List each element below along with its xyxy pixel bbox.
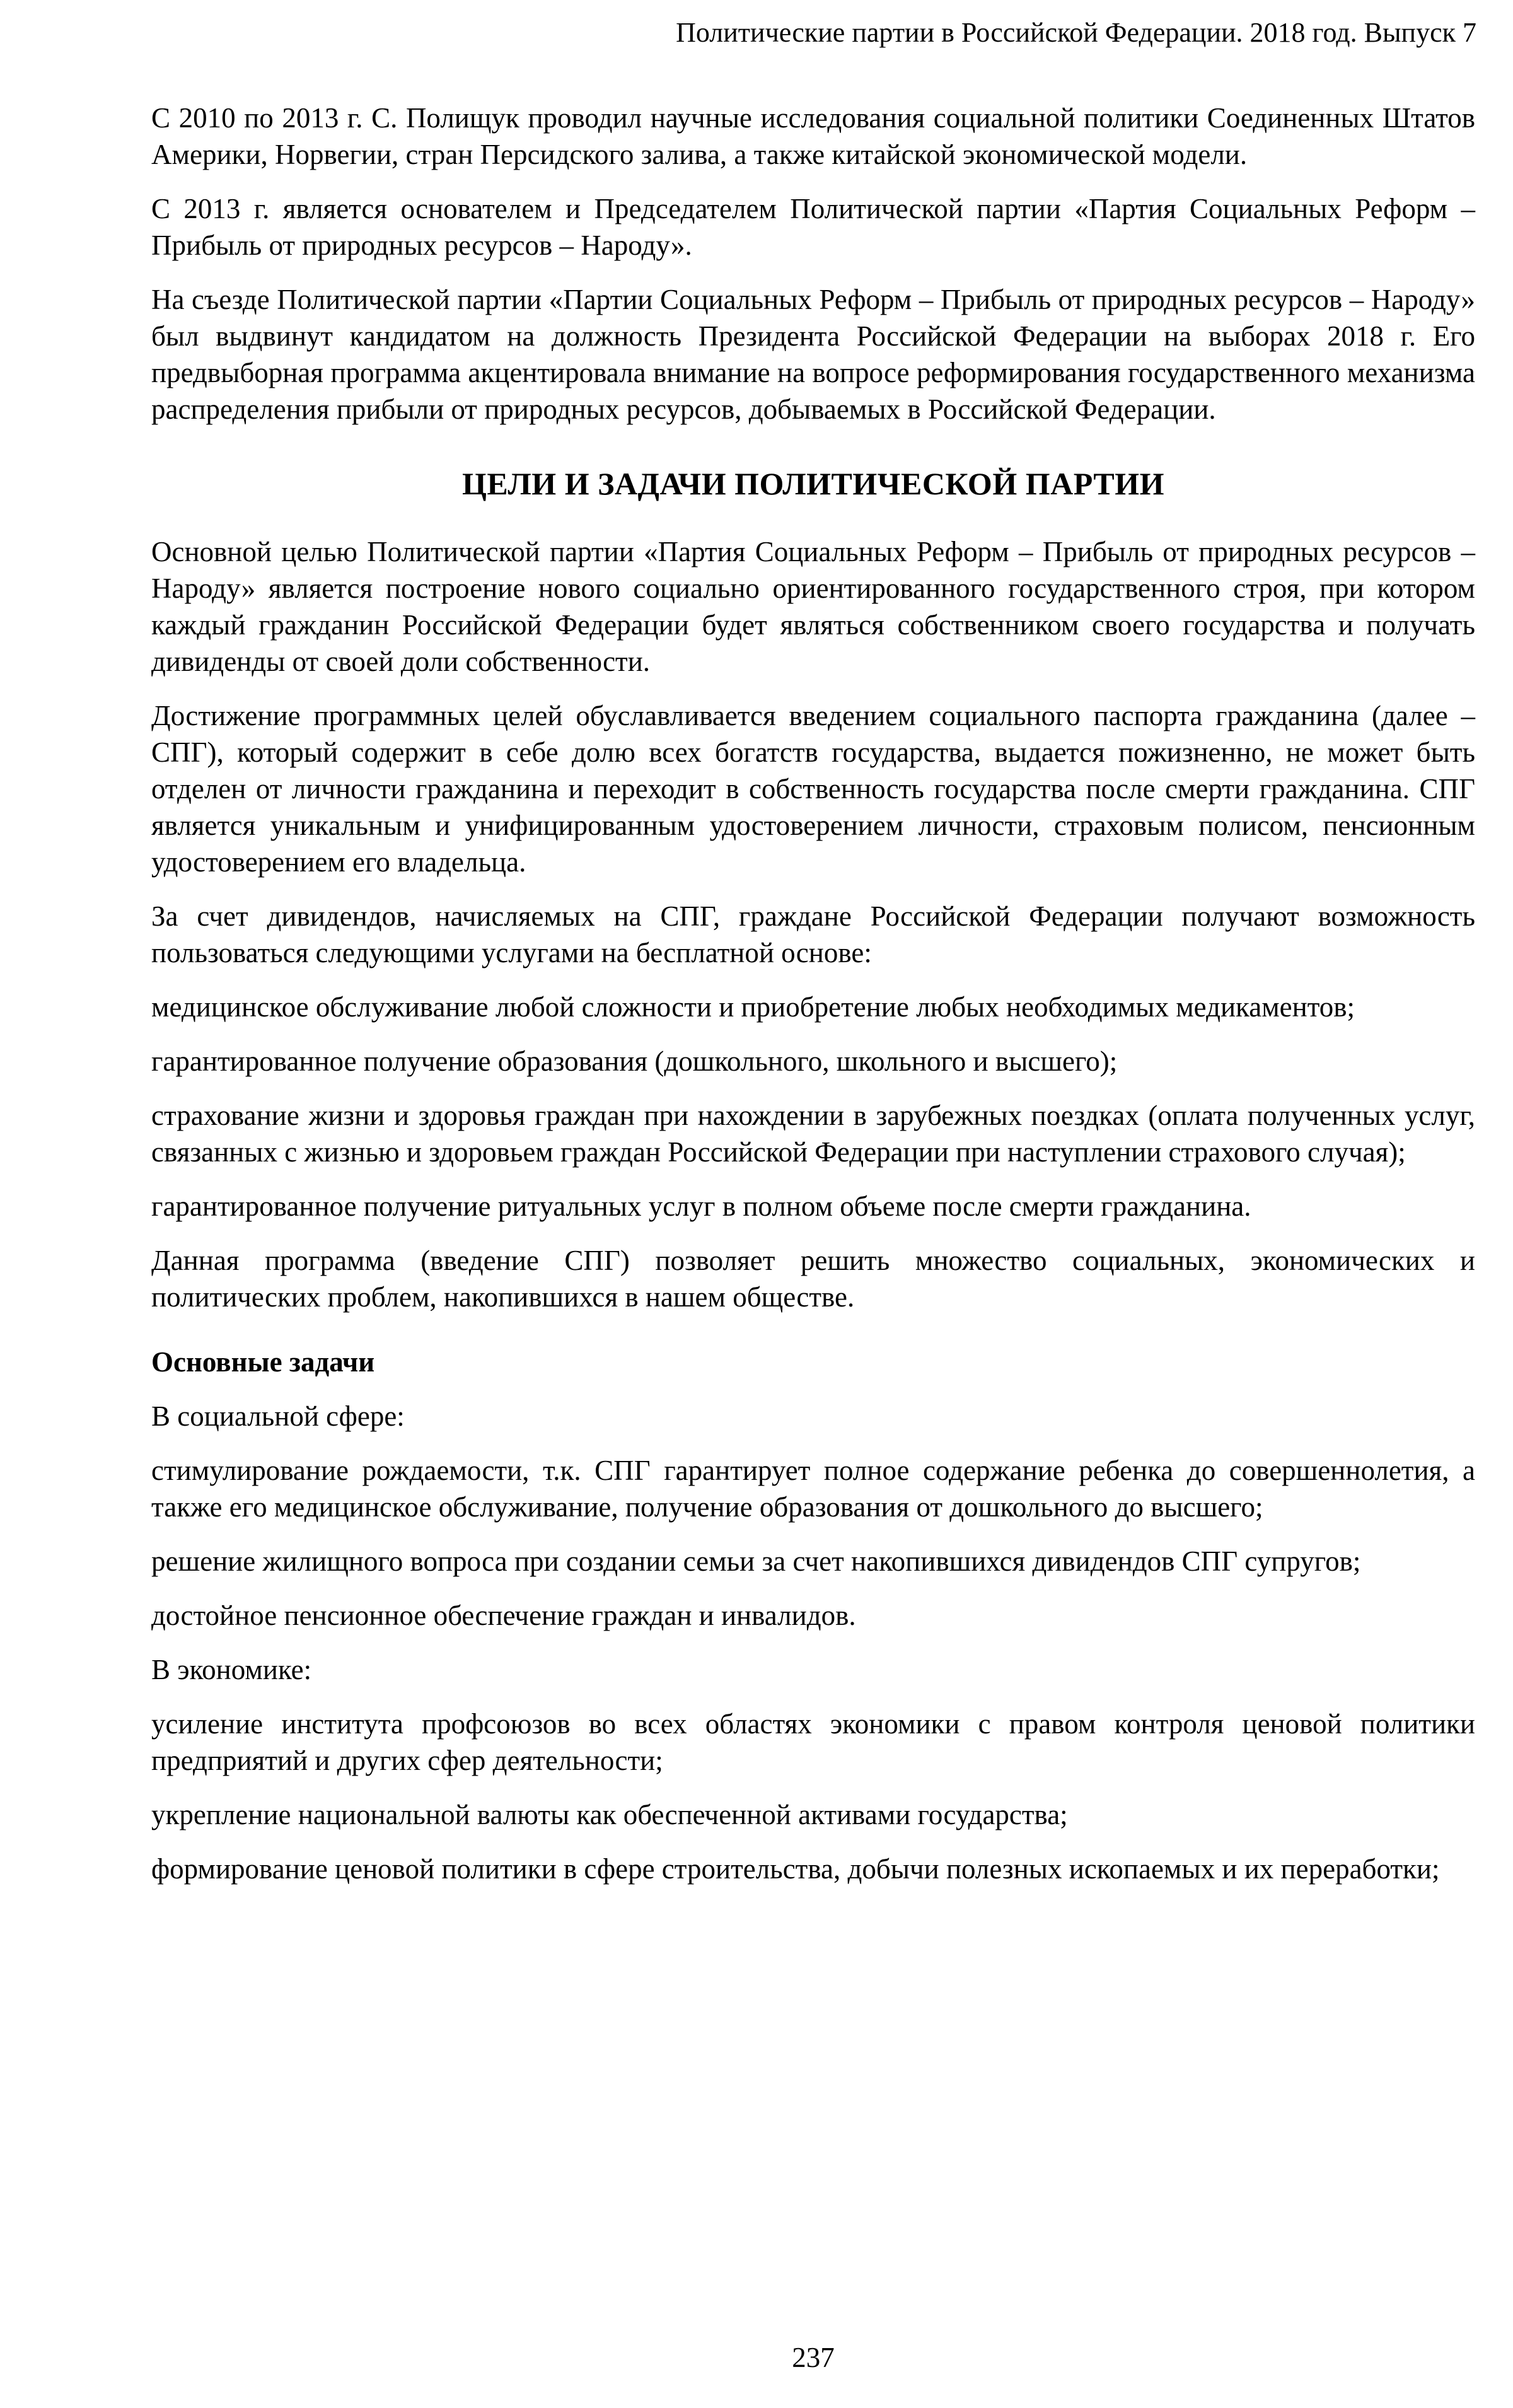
paragraph: формирование ценовой политики в сфере строительства, добычи полезных ископаемых и их переработки; [151,1853,1440,1885]
paragraph: За счет дивидендов, начисляемых на СПГ, граждане Российской Федерации получают возможность пользоваться следующими услугами на бесплатной основе: [151,900,1475,968]
paragraph: гарантированное получение ритуальных услуг в полном объеме после смерти гражданина. [151,1190,1251,1222]
paragraph: В социальной сфере: [151,1400,405,1432]
paragraph: решение жилищного вопроса при создании семьи за счет накопившихся дивидендов СПГ супругов; [151,1545,1361,1577]
running-header: Политические партии в Российской Федерации. 2018 год. Выпуск 7 [676,17,1476,48]
section-heading: ЦЕЛИ И ЗАДАЧИ ПОЛИТИЧЕСКОЙ ПАРТИИ [461,466,1165,501]
paragraph: гарантированное получение образования (дошкольного, школьного и высшего); [151,1045,1118,1077]
paragraph: Основной целью Политической партии «Партия Социальных Реформ – Прибыль от природных ресурсов – Народу» является построение нового социально ориентированного государственного строя, при котором каждый гражданин Российской Федерации будет являться собственником своего государства и получать дивиденды от своей доли собственности. [151,536,1475,677]
paragraph: На съезде Политической партии «Партии Социальных Реформ – Прибыль от природных ресурсов – Народу» был выдвинут кандидатом на должность Президента Российской Федерации на выборах 2018 г. Его предвыборная программа акцентировала внимание на вопросе реформирования государственного механизма распределения прибыли от природных ресурсов, добываемых в Российской Федерации. [151,284,1475,425]
paragraph: стимулирование рождаемости, т.к. СПГ гарантирует полное содержание ребенка до совершеннолетия, а также его медицинское обслуживание, получение образования от дошкольного до высшего; [151,1455,1475,1523]
paragraph: медицинское обслуживание любой сложности и приобретение любых необходимых медикаментов; [151,991,1355,1023]
paragraph: С 2010 по 2013 г. С. Полищук проводил научные исследования социальной политики Соединенных Штатов Америки, Норвегии, стран Персидского залива, а также китайской экономической модели. [151,102,1475,170]
page-number: 237 [792,2342,835,2373]
paragraph: усиление института профсоюзов во всех областях экономики с правом контроля ценовой политики предприятий и других сфер деятельности; [151,1708,1475,1776]
paragraph: укрепление национальной валюты как обеспеченной активами государства; [151,1799,1068,1830]
subheading-bold: Основные задачи [151,1346,375,1378]
paragraph: страхование жизни и здоровья граждан при нахождении в зарубежных поездках (оплата полученных услуг, связанных с жизнью и здоровьем граждан Российской Федерации при наступлении страхового случая); [151,1100,1475,1168]
paragraph: достойное пенсионное обеспечение граждан и инвалидов. [151,1600,856,1631]
page-content [151,100,1475,1905]
paragraph: С 2013 г. является основателем и Председателем Политической партии «Партия Социальных Реформ – Прибыль от природных ресурсов – Народу». [151,193,1475,261]
paragraph: Достижение программных целей обуславливается введением социального паспорта гражданина (далее – СПГ), который содержит в себе долю всех богатств государства, выдается пожизненно, не может быть отделен от личности гражданина и переходит в собственность государства после смерти гражданина. СПГ является уникальным и унифицированным удостоверением личности, страховым полисом, пенсионным удостоверением его владельца. [151,700,1475,878]
paragraph: В экономике: [151,1654,312,1685]
paragraph: Данная программа (введение СПГ) позволяет решить множество социальных, экономических и политических проблем, накопившихся в нашем обществе. [151,1245,1475,1313]
